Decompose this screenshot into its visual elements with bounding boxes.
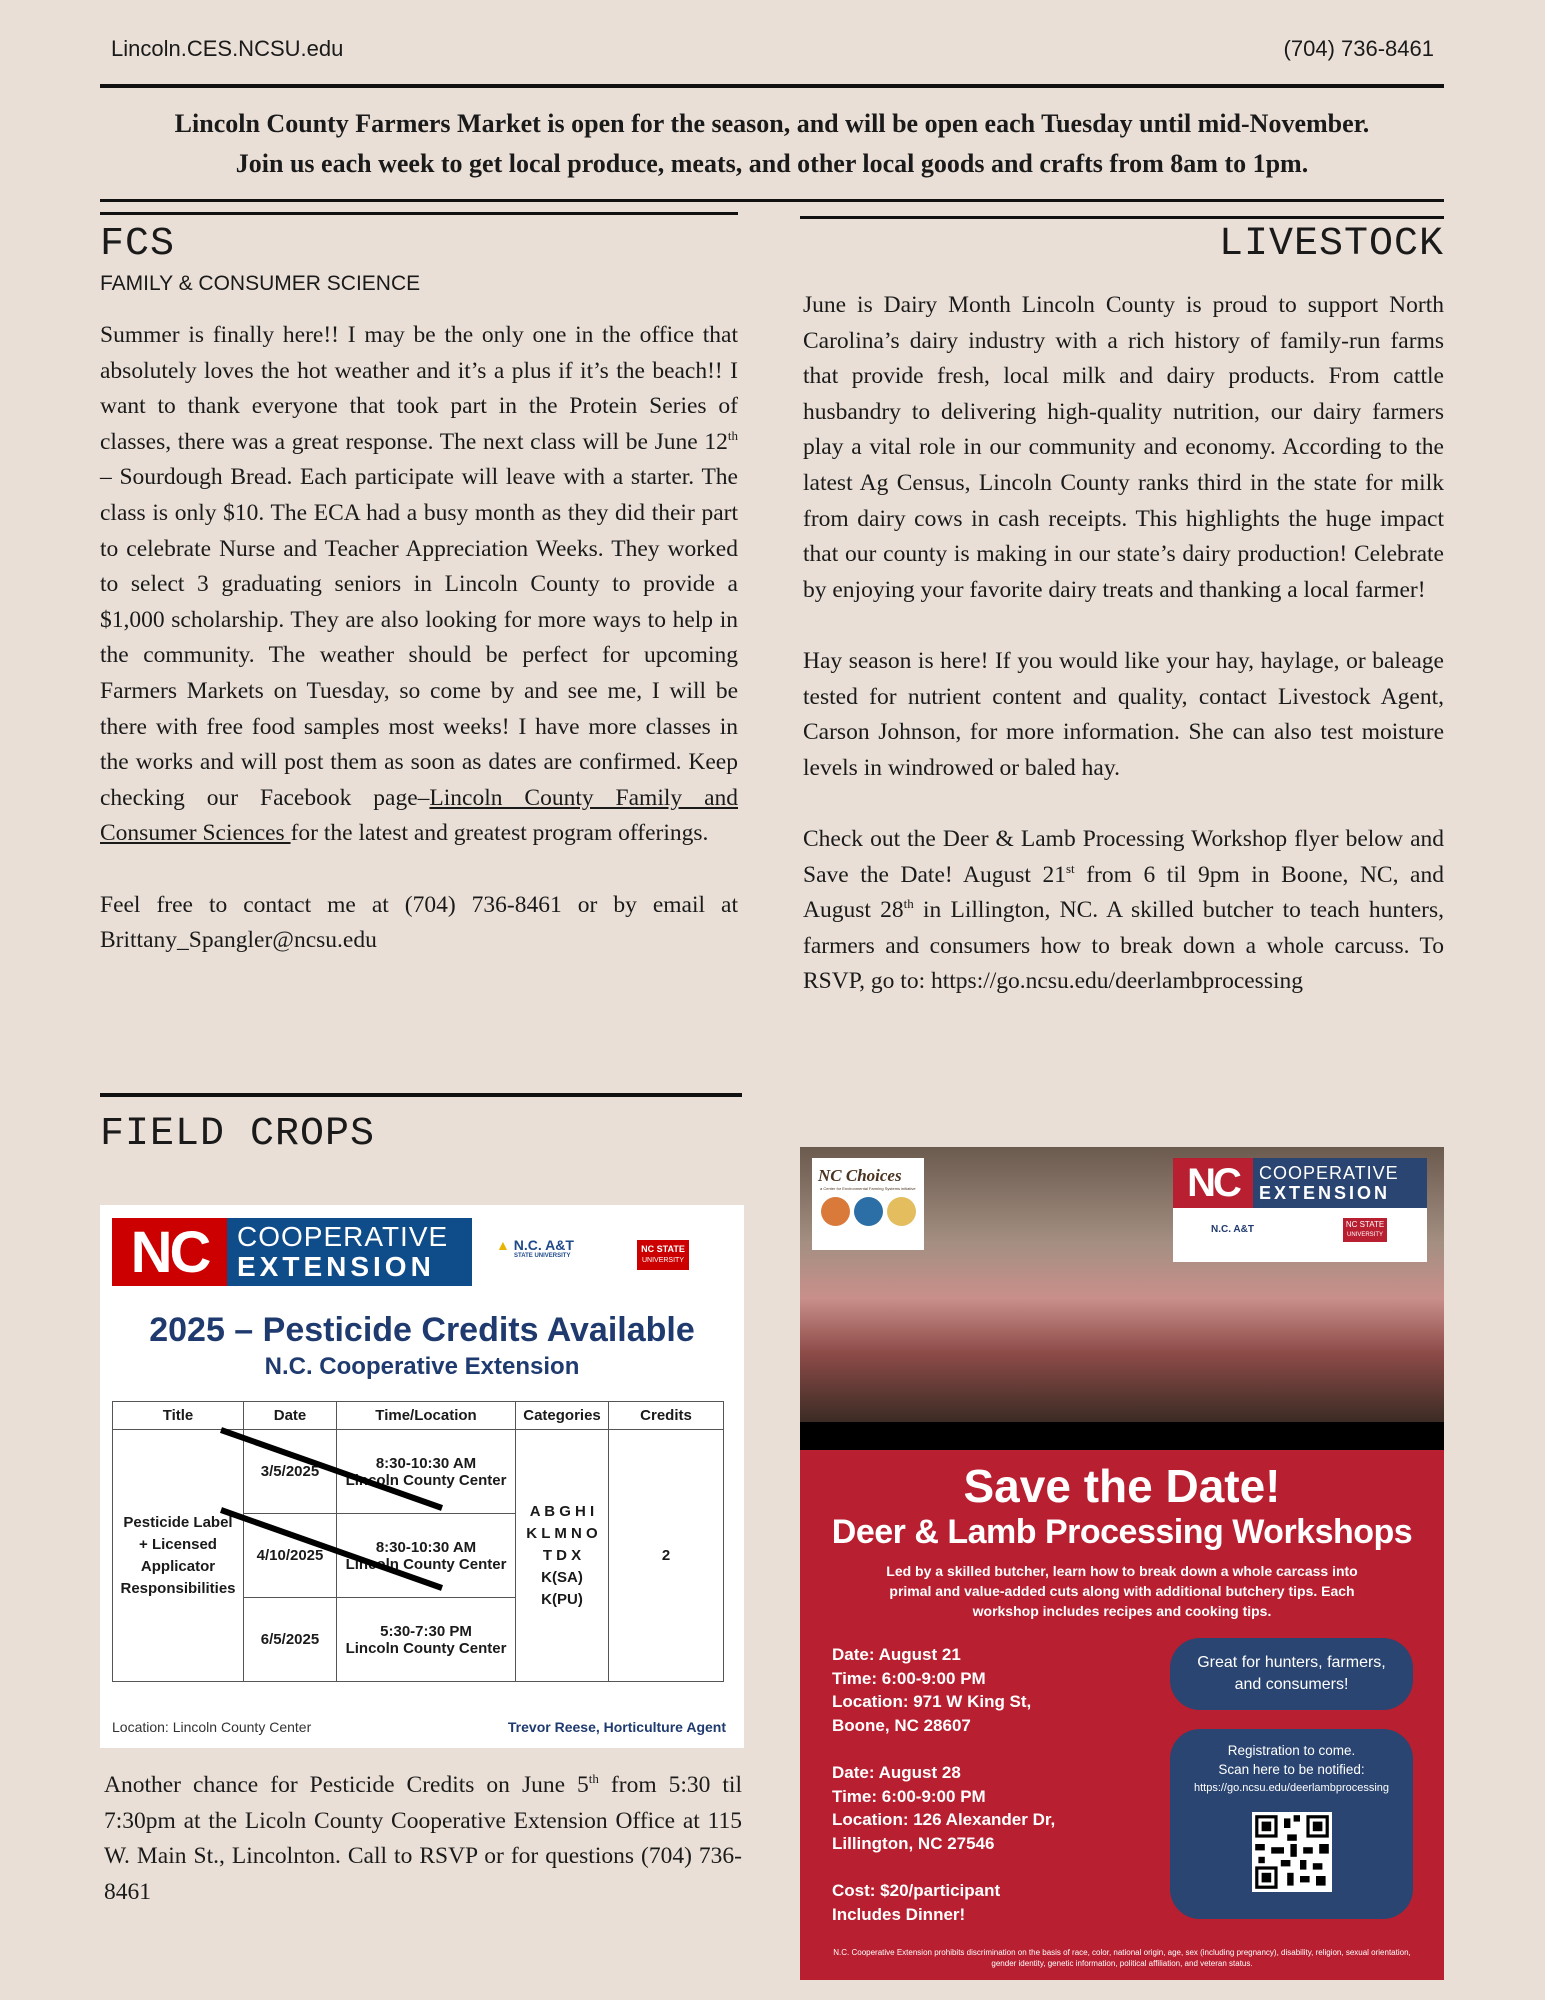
audience-box: Great for hunters, farmers, and consumers! [1170, 1638, 1413, 1710]
nc-choices-logo: NC Choices a Center for Environmental Farming Systems initiative [812, 1158, 924, 1250]
market-banner [100, 104, 1444, 184]
pesticide-table: Title Date Time/Location Categories Credits Pesticide Label + Licensed Applicator Responsibilities 3/5/2025 8:30-10:30 AM Lincoln County Center A B G H I K L M N O T D X K(SA) K(PU) 2 4/10/2025 8:30-10:30 AM Lincoln County Center 6/5/2025 5:30-7:30 PM Lincoln County Center [112, 1401, 724, 1682]
disclaimer: N.C. Cooperative Extension prohibits discrimination on the basis of race, color, national origin, age, sex (including pregnancy), disability, religion, sexual orientation, gender identity, genetic information, political affiliation, and veteran status. [833, 1948, 1411, 1968]
registration-url[interactable]: https://go.ncsu.edu/deerlambprocessing [1193, 1782, 1390, 1794]
flyer-agent: Trevor Reese, Horticulture Agent [507, 1719, 726, 1735]
fcs-body: Summer is finally here!! I may be the only one in the office that absolutely loves the hot weather and it’s a plus if it’s the beach!! I want to thank everyone that took part in the Protein Series of classes, there was a great response. The next class will be June 12th – Sourdough Bread. Each participate will leave with a starter. The class is only $10. The ECA had a busy month as they did their part to celebrate Nurse and Teacher Appreciation Weeks. They worked to select 3 graduating seniors in Lincoln County to provide a $1,000 scholarship. They are also looking for more ways to help in the community. The weather should be perfect for upcoming Farmers Markets on Tuesday, so come by and see me, I will be there with free food samples most weeks! I have more classes in the works and will post them as soon as dates are confirmed. Keep checking our Facebook page–Lincoln County Family and Consumer Sciences for the latest and greatest program offerings. Feel free to contact me at (704) 736-8461 or by email at Brittany_Spangler@ncsu.edu [100, 318, 738, 959]
event-1: Date: August 21 Time: 6:00-9:00 PM Location: 971 W King St, Boone, NC 28607 [832, 1645, 1032, 1735]
section-subtitle: FAMILY & CONSUMER SCIENCE [100, 272, 421, 295]
contact-text: Feel free to contact me at (704) 736-8461 or by email at Brittany_Spangler@ncsu.edu [100, 891, 738, 954]
banner-line: Lincoln County Farmers Market is open for the season, and will be open each Tuesday until mid-November. [174, 109, 1370, 138]
phone: (704) 736-8461 [1283, 36, 1434, 61]
pesticide-credits-flyer [100, 1205, 744, 1748]
black-band [800, 1422, 1444, 1450]
livestock-body: June is Dairy Month Lincoln County is proud to support North Carolina’s dairy industry with a rich history of family-run farms that provide fresh, local milk and dairy products. From cattle husbandry to delivering high-quality nutrition, our dairy farmers play a vital role in our community and economy. According to the latest Ag Census, Lincoln County ranks third in the state for milk from dairy cows in cash receipts. This highlights the huge impact that our county is making in our state’s dairy production! Celebrate by enjoying your favorite dairy treats and thanking a local farmer! Hay season is here! If you would like your hay, haylage, or baleage tested for nutrient content and quality, contact Livestock Agent, Carson Johnson, for more information. She can also test moisture levels in windrowed or baled hay. Check out the Deer & Lamb Processing Workshop flyer below and Save the Date! August 21st from 6 til 9pm in Boone, NC, and August 28th in Lillington, NC. A skilled butcher to teach hunters, farmers and consumers how to break down a whole carcuss. To RSVP, go to: https://go.ncsu.edu/deerlambprocessing [803, 292, 1444, 995]
flyer-subhead: Deer & Lamb Processing Workshops [831, 1513, 1413, 1551]
section-title-fcs: FCS [100, 222, 176, 267]
divider [100, 212, 738, 215]
qr-code[interactable] [1252, 1802, 1332, 1902]
ncstate-logo: NC STATE UNIVERSITY [637, 1240, 689, 1270]
registration-box: Registration to come. Scan here to be notified: https://go.ncsu.edu/deerlambprocessing [1170, 1729, 1413, 1919]
deer-lamb-workshop-flyer [800, 1147, 1444, 1980]
section-title-livestock: LIVESTOCK [1218, 222, 1444, 267]
section-title-field-crops: FIELD CROPS [100, 1112, 376, 1157]
strikethrough-lines [100, 1205, 744, 1748]
website[interactable]: Lincoln.CES.NCSU.edu [111, 36, 344, 61]
flyer-intro: Led by a skilled butcher, learn how to break down a whole carcass into primal and value-added cuts along with additional butchery tips. Each workshop includes recipes and cooking tips. [886, 1563, 1358, 1619]
ncat-logo: ▲ N.C. A&T STATE UNIVERSITY [496, 1237, 574, 1259]
flyer-title: 2025 – Pesticide Credits Available [149, 1311, 695, 1349]
cost: Cost: $20/participant Includes Dinner! [832, 1881, 1001, 1924]
event-2: Date: August 28 Time: 6:00-9:00 PM Location: 126 Alexander Dr, Lillington, NC 27546 [832, 1763, 1056, 1853]
flyer-subtitle: N.C. Cooperative Extension [264, 1353, 580, 1380]
facebook-link[interactable]: Lincoln County Family and Consumer Sciences [100, 784, 738, 847]
nc-extension-logo: NC COOPERATIVE EXTENSION [112, 1218, 472, 1286]
divider [100, 84, 1444, 88]
divider [100, 199, 1444, 202]
flyer-headline: Save the Date! [963, 1460, 1281, 1512]
flyer-location: Location: Lincoln County Center [112, 1719, 312, 1735]
field-crops-body: Another chance for Pesticide Credits on June 5th from 5:30 til 7:30pm at the Licoln County Cooperative Extension Office at 115 W. Main St., Lincolnton. Call to RSVP or for questions (704) 736-8461 [104, 1771, 742, 1905]
divider [100, 1093, 742, 1097]
nc-extension-logo: NC COOPERATIVE EXTENSION N.C. A&T NC STATE UNIVERSITY [1173, 1158, 1427, 1262]
banner-line: Join us each week to get local produce, meats, and other local goods and crafts from 8am to 1pm. [235, 149, 1309, 178]
divider [800, 216, 1444, 219]
